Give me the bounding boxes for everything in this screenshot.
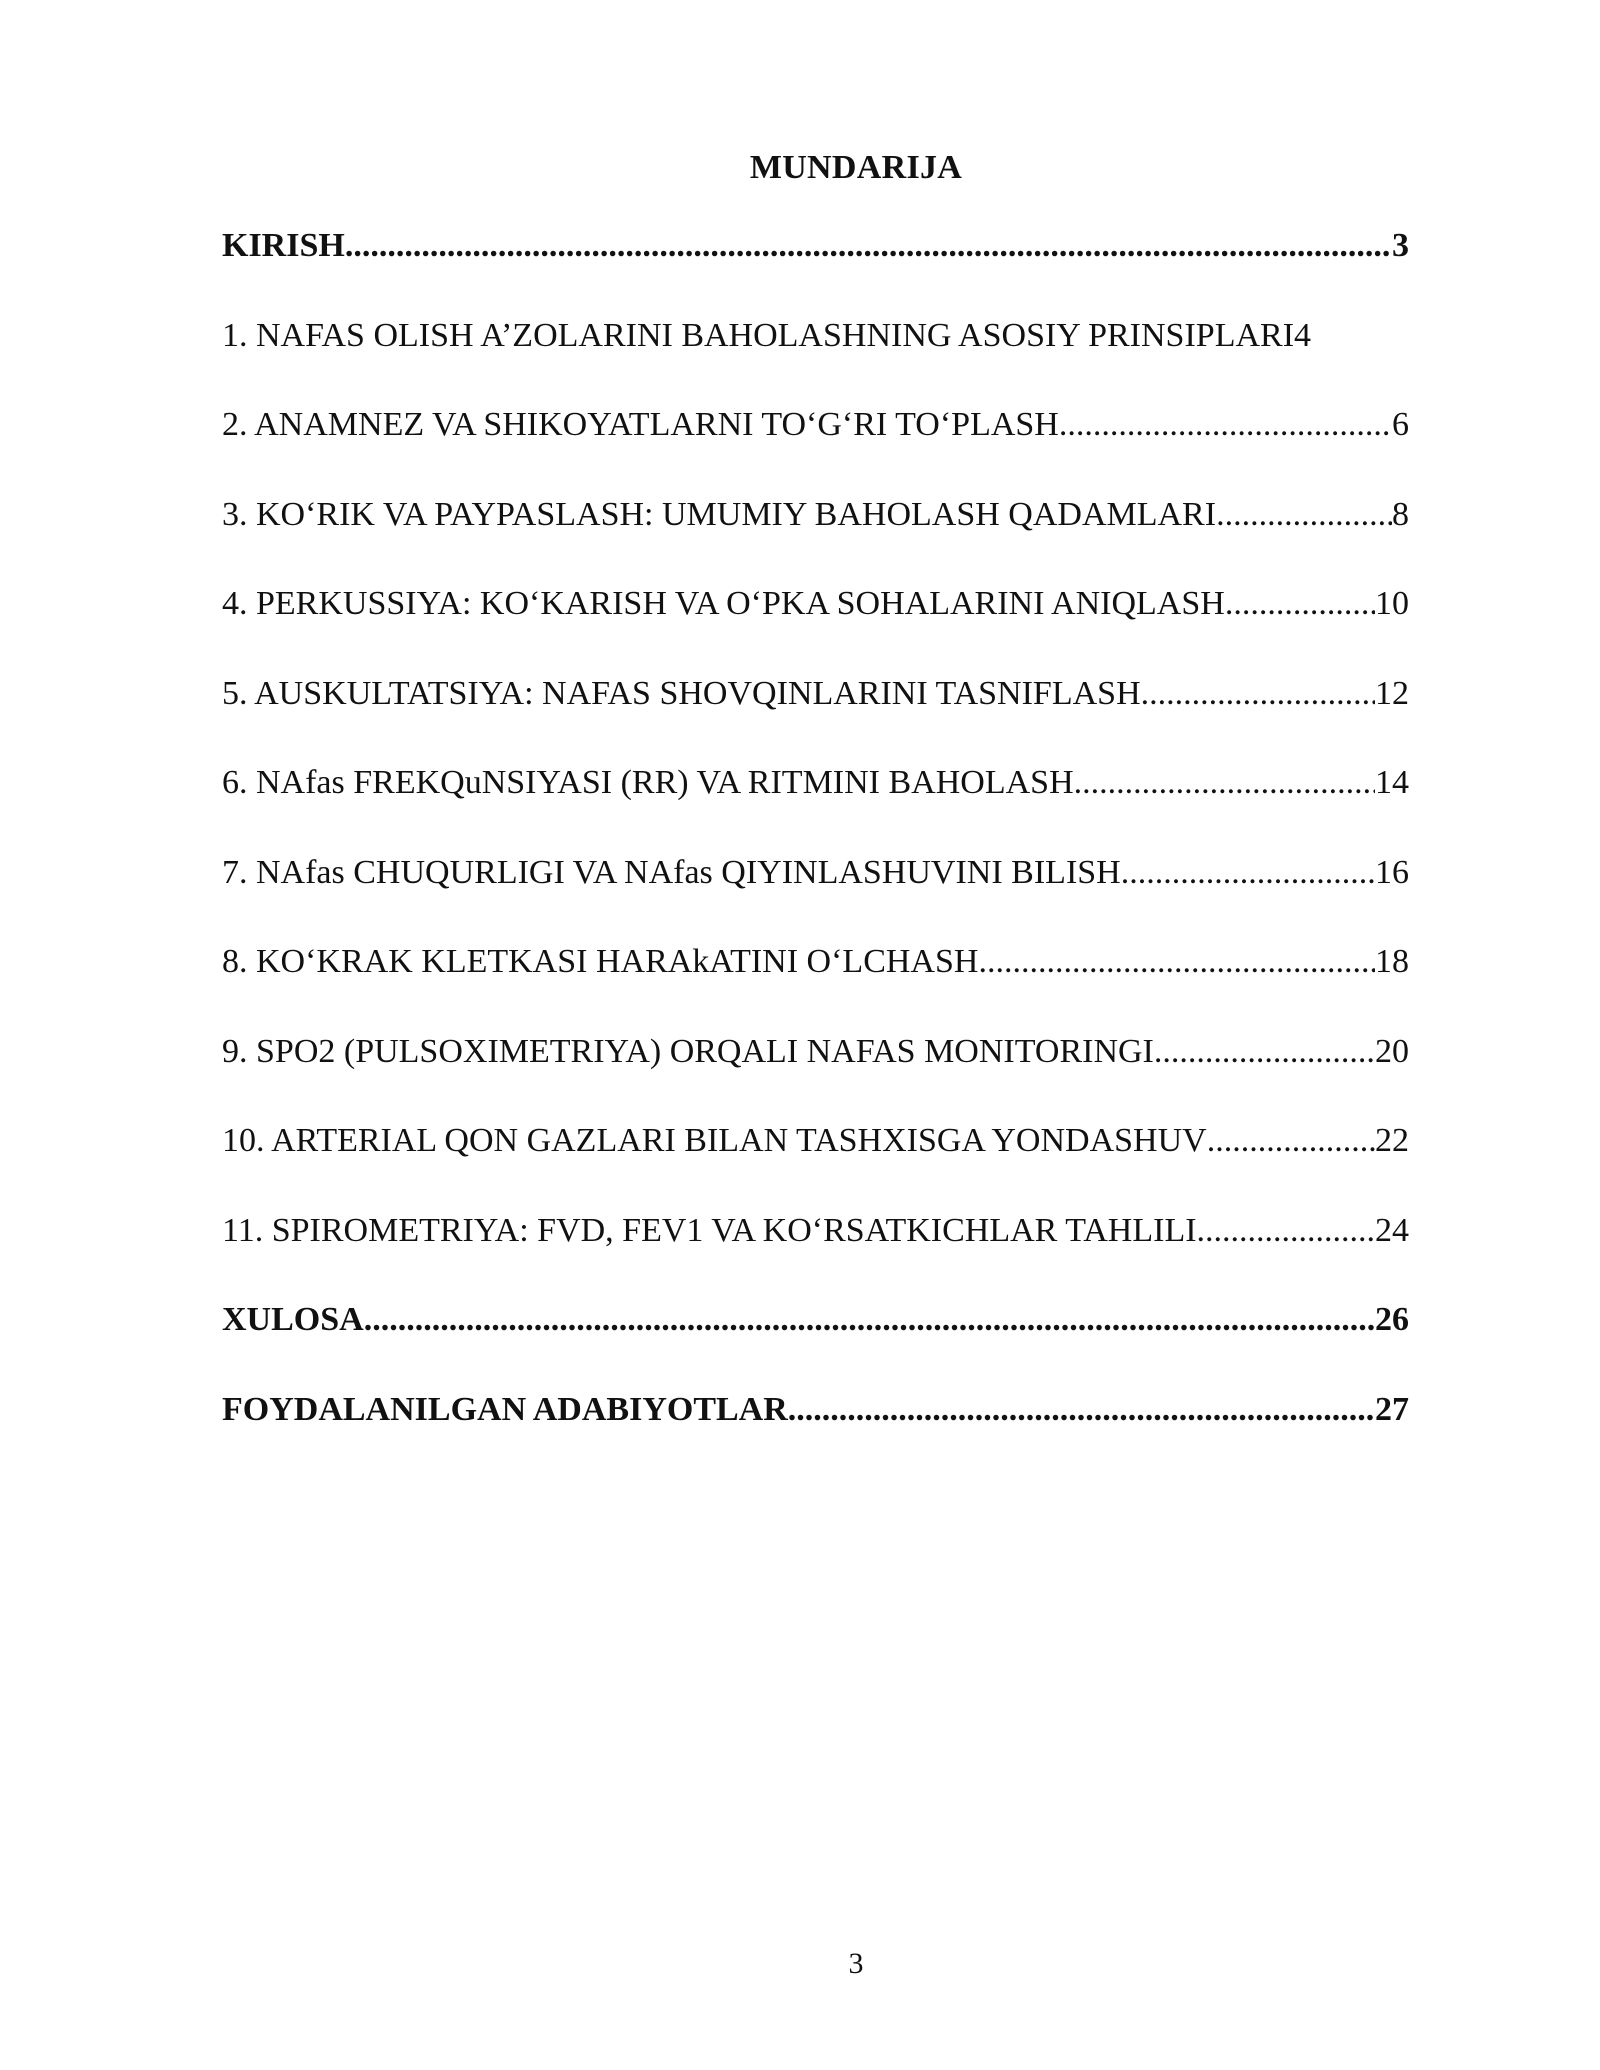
toc-entry-title: 3. KO‘RIK VA PAYPASLASH: UMUMIY BAHOLASH QADAMLARI [222,495,1217,533]
toc-entry-8[interactable] [222,942,1409,1032]
toc-entry-kirish[interactable] [222,226,1409,316]
toc-entry-6[interactable] [222,763,1409,853]
toc-entry-2[interactable] [222,405,1409,495]
toc-entry-1[interactable] [222,316,1409,406]
toc-entry-page: 14 [1375,764,1409,801]
toc-entry-title: 7. NAfas CHUQURLIGI VA NAfas QIYINLASHUVINI BILISH [222,853,1121,891]
dot-leader [1141,674,1375,714]
toc-entry-title: KIRISH [222,227,345,264]
toc-entry-page: 12 [1375,674,1409,712]
toc-entry-page: 4 [1294,316,1312,354]
toc-entry-page: 20 [1375,1032,1409,1070]
toc-entry-page: 3 [1392,227,1409,264]
toc-entry-title: 8. KO‘KRAK KLETKASI HARAkATINI O‘LCHASH [222,943,979,980]
toc-entry-3[interactable] [222,495,1409,585]
dot-leader [364,1300,1375,1340]
page-number: 3 [848,1947,864,1980]
toc-entry-4[interactable] [222,584,1409,674]
toc-entry-11[interactable] [222,1211,1409,1301]
toc-entry-title: 9. SPO2 (PULSOXIMETRIYA) ORQALI NAFAS MONITORINGI [222,1032,1154,1070]
toc-entry-page: 22 [1375,1122,1409,1159]
dot-leader [1074,763,1375,803]
toc-entry-10[interactable] [222,1121,1409,1211]
toc-entry-page: 8 [1392,495,1409,533]
toc-entry-title: 4. PERKUSSIYA: KO‘KARISH VA O‘PKA SOHALARINI ANIQLASH [222,585,1225,622]
dot-leader [1207,1121,1375,1161]
toc-entry-page: 24 [1375,1211,1409,1249]
dot-leader [1216,495,1392,535]
dot-leader [978,942,1375,982]
toc-entry-xulosa[interactable] [222,1300,1409,1390]
dot-leader [1197,1211,1375,1251]
dot-leader [1225,584,1375,624]
toc-entry-title: 2. ANAMNEZ VA SHIKOYATLARNI TO‘G‘RI TO‘PLASH [222,406,1059,443]
dot-leader [1154,1032,1375,1072]
toc-entry-adabiyotlar[interactable] [222,1390,1409,1480]
page-title: MUNDARIJA [749,149,963,186]
toc-entry-title: 10. ARTERIAL QON GAZLARI BILAN TASHXISGA YONDASHUV [222,1122,1207,1159]
toc-entry-page: 26 [1375,1301,1409,1338]
dot-leader [1059,405,1392,445]
toc-entry-9[interactable] [222,1032,1409,1122]
toc-entry-5[interactable] [222,674,1409,764]
dot-leader [1121,853,1375,893]
toc-entry-title: XULOSA [222,1301,364,1338]
toc-entry-title: 6. NAfas FREKQuNSIYASI (RR) VA RITMINI BAHOLASH [222,764,1074,801]
dot-leader [345,226,1392,266]
table-of-contents [222,226,1409,1479]
toc-entry-page: 27 [1375,1390,1409,1428]
toc-entry-title: 11. SPIROMETRIYA: FVD, FEV1 VA KO‘RSATKICHLAR TAHLILI [222,1211,1197,1249]
toc-entry-page: 10 [1375,585,1409,622]
dot-leader [788,1390,1375,1430]
toc-entry-page: 16 [1375,853,1409,891]
toc-entry-title: 1. NAFAS OLISH A’ZOLARINI BAHOLASHNING ASOSIY PRINSIPLARI [222,316,1295,354]
toc-entry-page: 18 [1375,943,1409,980]
toc-entry-title: 5. AUSKULTATSIYA: NAFAS SHOVQINLARINI TASNIFLASH [222,674,1141,712]
toc-entry-page: 6 [1392,406,1409,443]
toc-entry-7[interactable] [222,853,1409,943]
toc-entry-title: FOYDALANILGAN ADABIYOTLAR [222,1390,788,1428]
